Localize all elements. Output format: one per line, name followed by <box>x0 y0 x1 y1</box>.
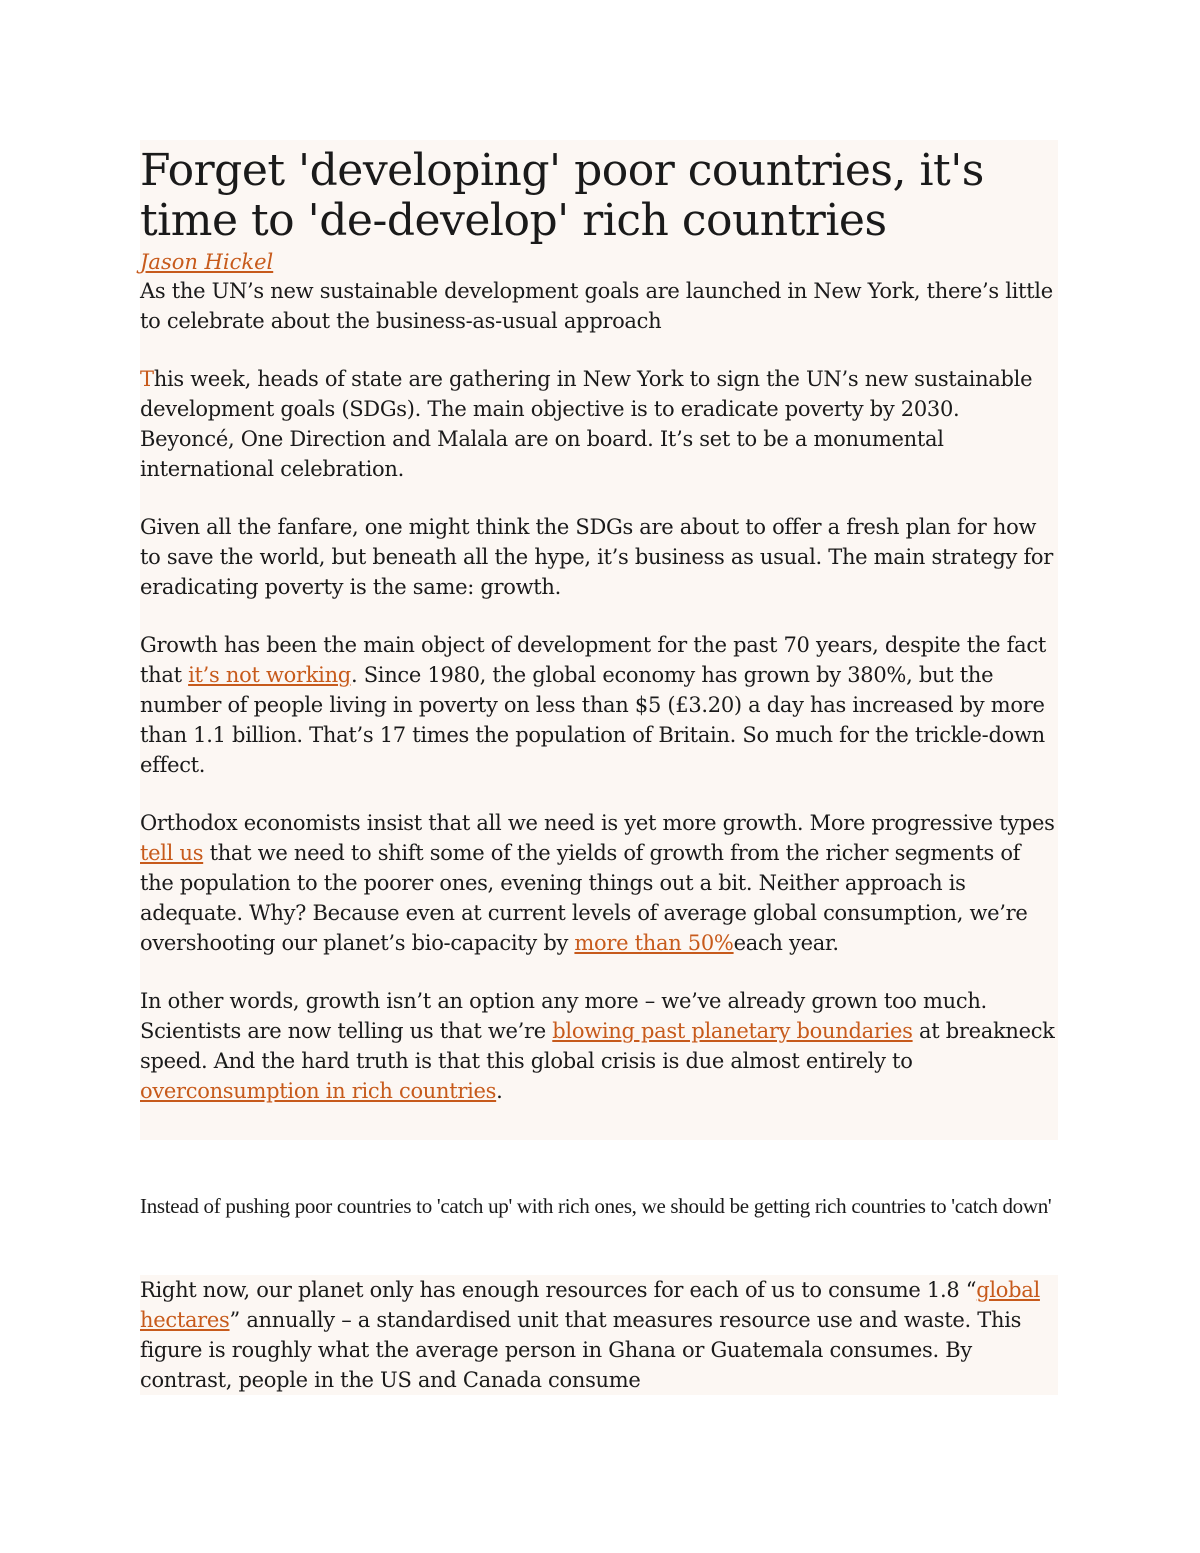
author-link[interactable]: Jason Hickel <box>140 250 274 274</box>
article-title: Forget 'developing' poor countries, it's time to 'de-develop' rich countries <box>140 145 984 246</box>
drop-cap: T <box>140 367 154 391</box>
paragraph-3-text-before: Growth has been the main object of development for the past 70 years, despite the fact that <box>140 633 1046 687</box>
paragraph-2: Given all the fanfare, one might think the SDGs are about to offer a fresh plan for how to save the world, but beneath all the hype, it’s business as usual. The main strategy for eradicating poverty is the same: growth. <box>140 515 1053 599</box>
paragraph-4-text-middle: that we need to shift some of the yields of growth from the richer segments of the population to the poorer ones, evening things out a bit. Neither approach is adequate. Why? Because even at current levels of average global consumption, we’re overshooting our planet’s bio-capacity by <box>140 841 1028 955</box>
paragraph-5-text-after: . <box>496 1079 503 1103</box>
paragraph-5-text-middle: at breakneck speed. And the hard truth is that this global crisis is due almost entirely to <box>140 1019 1055 1073</box>
paragraph-4-text-before: Orthodox economists insist that all we need is yet more growth. More progressive types <box>140 811 1055 835</box>
paragraph-3 <box>140 630 1058 780</box>
paragraph-3-text-after: . Since 1980, the global economy has grown by 380%, but the number of people living in poverty on less than $5 (£3.20) a day has increased by more than 1.1 billion. That’s 17 times the population of Britain. So much for the trickle-down effect. <box>140 663 1045 777</box>
paragraph-6-text-before: Right now, our planet only has enough resources for each of us to consume 1.8 “ <box>140 1278 977 1302</box>
link-overconsumption[interactable]: overconsumption in rich countries <box>140 1079 497 1103</box>
standfirst: As the UN’s new sustainable development goals are launched in New York, there’s little to celebrate about the business-as-usual approach <box>140 279 1053 333</box>
paragraph-6-text-after: ” annually – a standardised unit that measures resource use and waste. This figure is roughly what the average person in Ghana or Guatemala consumes. By contrast, people in the US and Canada consume <box>140 1308 1022 1392</box>
paragraph-4 <box>140 808 1058 958</box>
link-global-hectares[interactable]: global hectares <box>140 1278 1040 1332</box>
link-its-not-working[interactable]: it’s not working <box>188 663 351 687</box>
article-block <box>140 140 1058 1140</box>
link-more-than-50[interactable]: more than 50% <box>574 931 734 955</box>
paragraph-5-text-before: In other words, growth isn’t an option any more – we’ve already grown too much. Scientists are now telling us that we’re <box>140 989 987 1043</box>
paragraph-5 <box>140 986 1058 1106</box>
paragraph-4-text-after: each year. <box>733 931 839 955</box>
link-planetary-boundaries[interactable]: blowing past planetary boundaries <box>552 1019 913 1043</box>
paragraph-6 <box>140 1275 1058 1395</box>
paragraph-1-text: his week, heads of state are gathering in New York to sign the UN’s new sustainable development goals (SDGs). The main objective is to eradicate poverty by 2030. Beyoncé, One Direction and Malala are on board. It’s set to be a monumental international celebration. <box>140 367 1033 481</box>
link-tell-us[interactable]: tell us <box>140 841 204 865</box>
article-block-continued <box>140 1275 1058 1395</box>
pull-quote: Instead of pushing poor countries to 'catch up' with rich ones, we should be getting rich countries to 'catch down' <box>140 1194 1052 1218</box>
paragraph-1 <box>140 364 1058 484</box>
